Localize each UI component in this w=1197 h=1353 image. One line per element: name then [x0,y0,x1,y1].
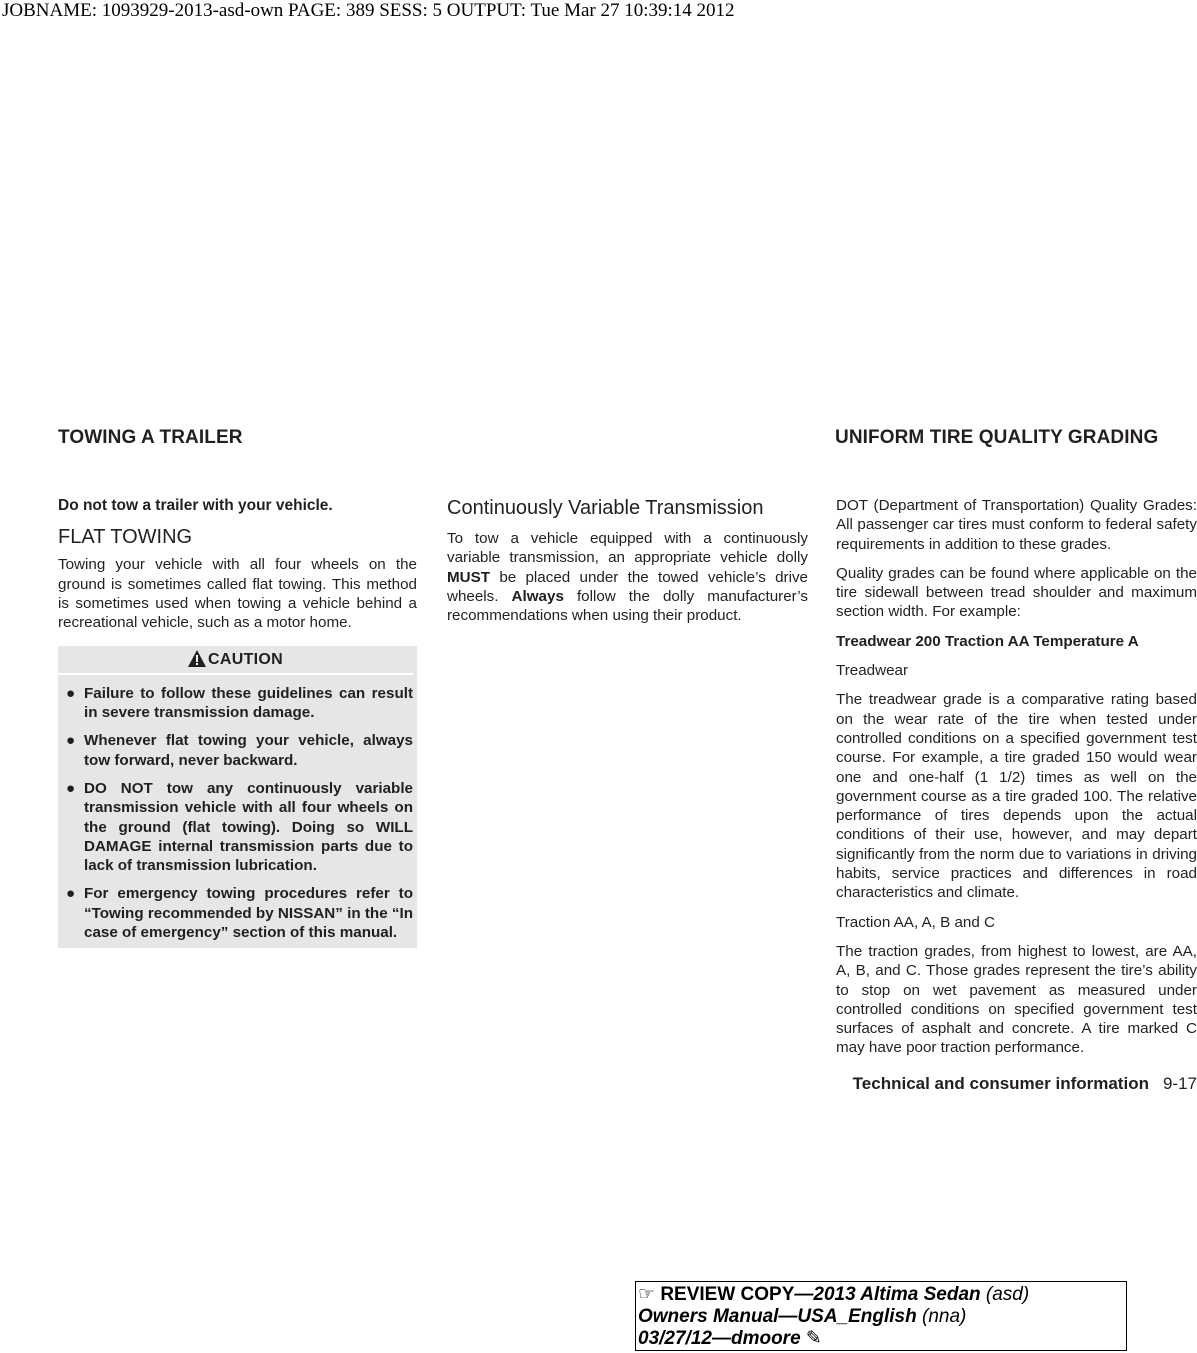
caution-box [58,646,417,948]
warning-triangle-icon [188,650,206,667]
caution-item-text: Failure to follow these guidelines can result in severe transmission damage. [84,684,413,722]
cvt-always: Always [511,587,564,605]
review-model: —2013 Altima Sedan [794,1284,981,1305]
review-manual: Owners Manual—USA_English [638,1306,917,1327]
caution-header [58,646,413,674]
cvt-paragraph [447,529,808,625]
section-title-tire-grading: UNIFORM TIRE QUALITY GRADING [835,427,1159,448]
traction-subheading: Traction AA, A, B and C [836,913,995,931]
cvt-text-c: follow the dolly manufacturer’s recommendations when using their product. [447,587,808,625]
writing-hand-icon: ✎ [805,1328,822,1349]
caution-item-text: Whenever flat towing your vehicle, always tow forward, never backward. [84,732,413,769]
flat-towing-paragraph: Towing your vehicle with all four wheels on the ground is sometimes called flat towing. This method is sometimes used when towing a vehicle behind a recreational vehicle, such as a motor home. [58,556,417,632]
section-title-towing: TOWING A TRAILER [58,427,243,448]
review-label: REVIEW COPY [660,1284,795,1305]
review-date-author: 03/27/12—dmoore [638,1328,801,1349]
review-copy-stamp [635,1281,1127,1351]
caution-item [58,779,413,875]
grade-example: Treadwear 200 Traction AA Temperature A [836,632,1139,650]
column-towing [58,496,417,948]
bullet-icon: ● [66,885,76,903]
footer-title: Technical and consumer information [852,1074,1149,1093]
bullet-icon: ● [66,732,76,750]
review-line-1 [638,1284,1126,1306]
page-footer [797,1074,1197,1094]
flat-towing-heading: FLAT TOWING [58,526,193,549]
column-tire-grading [836,496,1197,1068]
no-trailer-warning: Do not tow a trailer with your vehicle. [58,497,333,514]
grade-location-paragraph: Quality grades can be found where applicable on the tire sidewall between tread shoulder and maximum section width. For example: [836,564,1197,621]
cvt-heading: Continuously Variable Transmission [447,497,764,519]
caution-item [58,731,413,770]
pointing-hand-icon: ☞ [638,1284,656,1305]
bullet-icon: ● [66,684,76,702]
cvt-text-a: To tow a vehicle equipped with a continuously variable transmission, an appropriate vehicle dolly [447,530,808,567]
caution-item [58,884,413,942]
review-line-3 [638,1328,1126,1350]
review-line-2 [638,1306,1126,1328]
cvt-must: MUST [447,568,491,586]
job-header: JOBNAME: 1093929-2013-asd-own PAGE: 389 SESS: 5 OUTPUT: Tue Mar 27 10:39:14 2012 [2,0,735,21]
cvt-text-b: be placed under the towed vehicle’s drive wheels. [447,568,808,605]
column-cvt [447,496,808,635]
review-manual-code: (nna) [922,1306,967,1327]
dot-grades-paragraph: DOT (Department of Transportation) Quality Grades: All passenger car tires must conform to federal safety requirements in addition to these grades. [836,497,1197,553]
review-model-code: (asd) [985,1284,1030,1305]
caution-list [58,684,413,943]
treadwear-paragraph: The treadwear grade is a comparative rating based on the wear rate of the tire when tested under controlled conditions on a specified government test course. For example, a tire graded 150 would wear one and one-half (1 1/2) times as well on the government course as a tire graded 100. The relative performance of tires depends upon the actual conditions of their use, however, and may depart significantly from the norm due to variations in driving habits, service practices and differences in road characteristics and climate. [836,691,1197,902]
caution-title: CAUTION [208,651,283,669]
page-number: 9-17 [1162,1074,1197,1093]
caution-item [58,684,413,723]
treadwear-subheading: Treadwear [836,662,909,680]
traction-paragraph: The traction grades, from highest to lowest, are AA, A, B, and C. Those grades represent the tire’s ability to stop on wet pavement as measured under controlled conditions on specified government test surfaces of asphalt and concrete. A tire marked C may have poor traction performance. [836,942,1197,1057]
caution-item-text: For emergency towing procedures refer to “Towing recommended by NISSAN” in the “In case of emergency” section of this manual. [84,885,413,942]
caution-item-text: DO NOT tow any continuously variable transmission vehicle with all four wheels on the ground (flat towing). Doing so WILL DAMAGE internal transmission parts due to lack of transmission lubrication. [84,779,413,875]
bullet-icon: ● [66,779,76,797]
